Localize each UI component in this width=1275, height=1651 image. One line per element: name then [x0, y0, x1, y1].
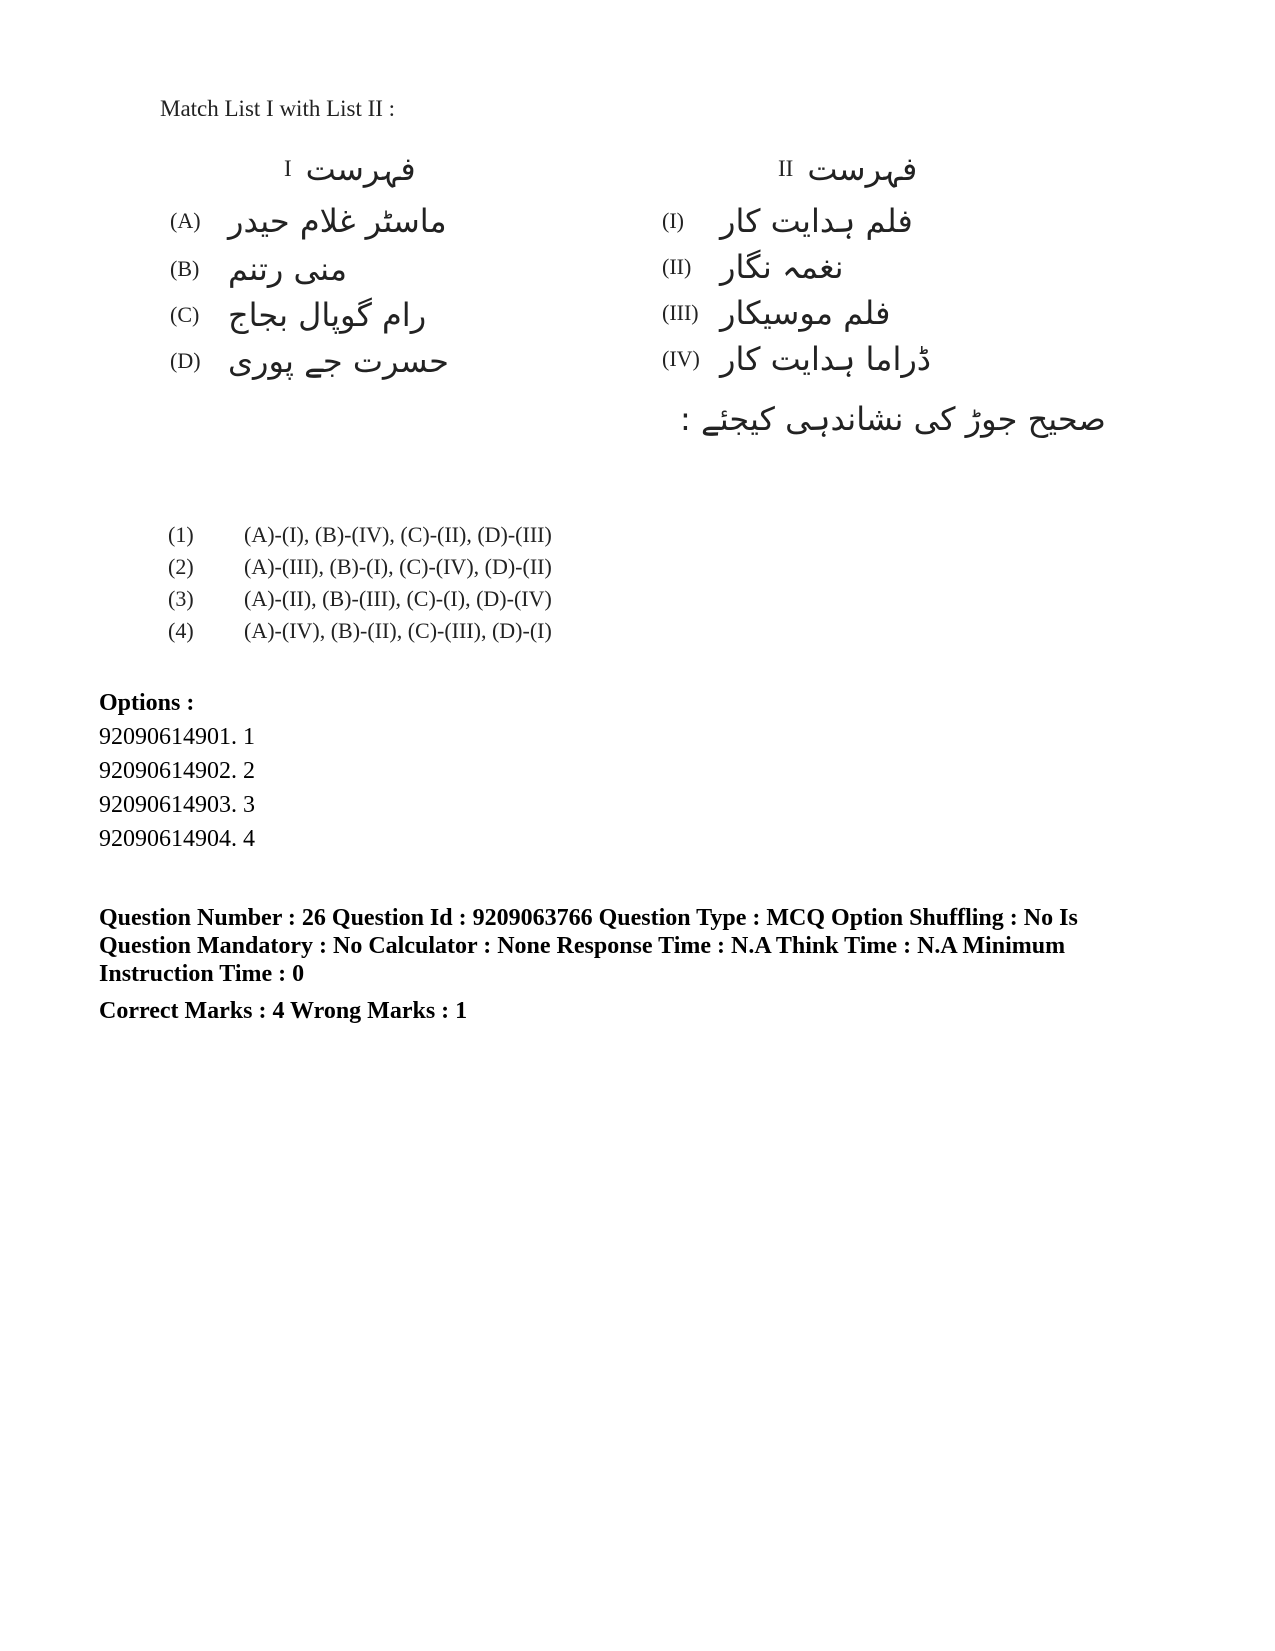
list1-item-text: منی رتنم	[228, 250, 347, 288]
answer-text: (A)-(I), (B)-(IV), (C)-(II), (D)-(III)	[244, 522, 552, 547]
option-item: 92090614904. 4	[99, 826, 255, 852]
instruction-text: صحیح جوڑ کی نشاندہی کیجئے :	[680, 400, 1106, 438]
metadata-line: Instruction Time : 0	[99, 961, 305, 987]
list1-item	[170, 250, 347, 288]
list2-item-label: (I)	[662, 208, 684, 233]
list1-item-label: (D)	[170, 348, 201, 373]
list2-item	[662, 294, 890, 332]
list2-heading	[778, 150, 917, 188]
answer-choice	[168, 586, 552, 612]
metadata-line: Question Number : 26 Question Id : 9209063766 Question Type : MCQ Option Shuffling : No Is	[99, 905, 1078, 931]
marks-line: Correct Marks : 4 Wrong Marks : 1	[99, 998, 468, 1024]
answer-text: (A)-(IV), (B)-(II), (C)-(III), (D)-(I)	[244, 618, 552, 643]
list1-item-text: حسرت جے پوری	[228, 342, 449, 380]
list2-item	[662, 340, 931, 378]
question-image	[0, 0, 1275, 680]
list1-item-label: (B)	[170, 256, 200, 281]
answer-text: (A)-(III), (B)-(I), (C)-(IV), (D)-(II)	[244, 554, 552, 579]
answer-number: (2)	[168, 554, 194, 579]
list2-item-text: فلم موسیکار	[720, 294, 891, 332]
list2-item-label: (II)	[662, 254, 692, 279]
answer-number: (3)	[168, 586, 194, 611]
list1-item-label: (C)	[170, 302, 200, 327]
answer-choice	[168, 522, 552, 548]
option-item: 92090614902. 2	[99, 758, 255, 784]
option-item: 92090614901. 1	[99, 724, 255, 750]
metadata-line: Question Mandatory : No Calculator : None Response Time : N.A Think Time : N.A Minimum	[99, 933, 1066, 959]
list1-item	[170, 202, 447, 240]
list1-heading-roman: I	[284, 156, 292, 181]
answer-number: (1)	[168, 522, 194, 547]
list1-item-text: ماسٹر غلام حیدر	[228, 202, 447, 240]
list2-item-text: فلم ہدایت کار	[720, 202, 913, 240]
option-item: 92090614903. 3	[99, 792, 255, 818]
list1-item-label: (A)	[170, 208, 201, 233]
question-metadata	[99, 904, 1119, 988]
list2-item	[662, 248, 844, 286]
list2-heading-urdu: فہرست	[807, 150, 918, 188]
options-section	[99, 686, 255, 856]
list1-item	[170, 342, 449, 380]
list2-item-text: نغمہ نگار	[720, 248, 844, 286]
answer-number: (4)	[168, 618, 194, 643]
question-prompt: Match List I with List II :	[160, 96, 396, 121]
options-heading: Options :	[99, 690, 195, 716]
list2-item	[662, 202, 913, 240]
list2-item-label: (IV)	[662, 346, 700, 371]
list2-item-text: ڈراما ہدایت کار	[720, 340, 932, 378]
list1-item	[170, 296, 426, 334]
answer-choice	[168, 554, 552, 580]
list2-item-label: (III)	[662, 300, 699, 325]
list1-heading	[284, 150, 416, 188]
answer-choice	[168, 618, 552, 644]
list1-heading-urdu: فہرست	[305, 150, 416, 188]
answer-text: (A)-(II), (B)-(III), (C)-(I), (D)-(IV)	[244, 586, 552, 611]
list2-heading-roman: II	[778, 156, 794, 181]
list1-item-text: رام گوپال بجاج	[228, 296, 427, 334]
